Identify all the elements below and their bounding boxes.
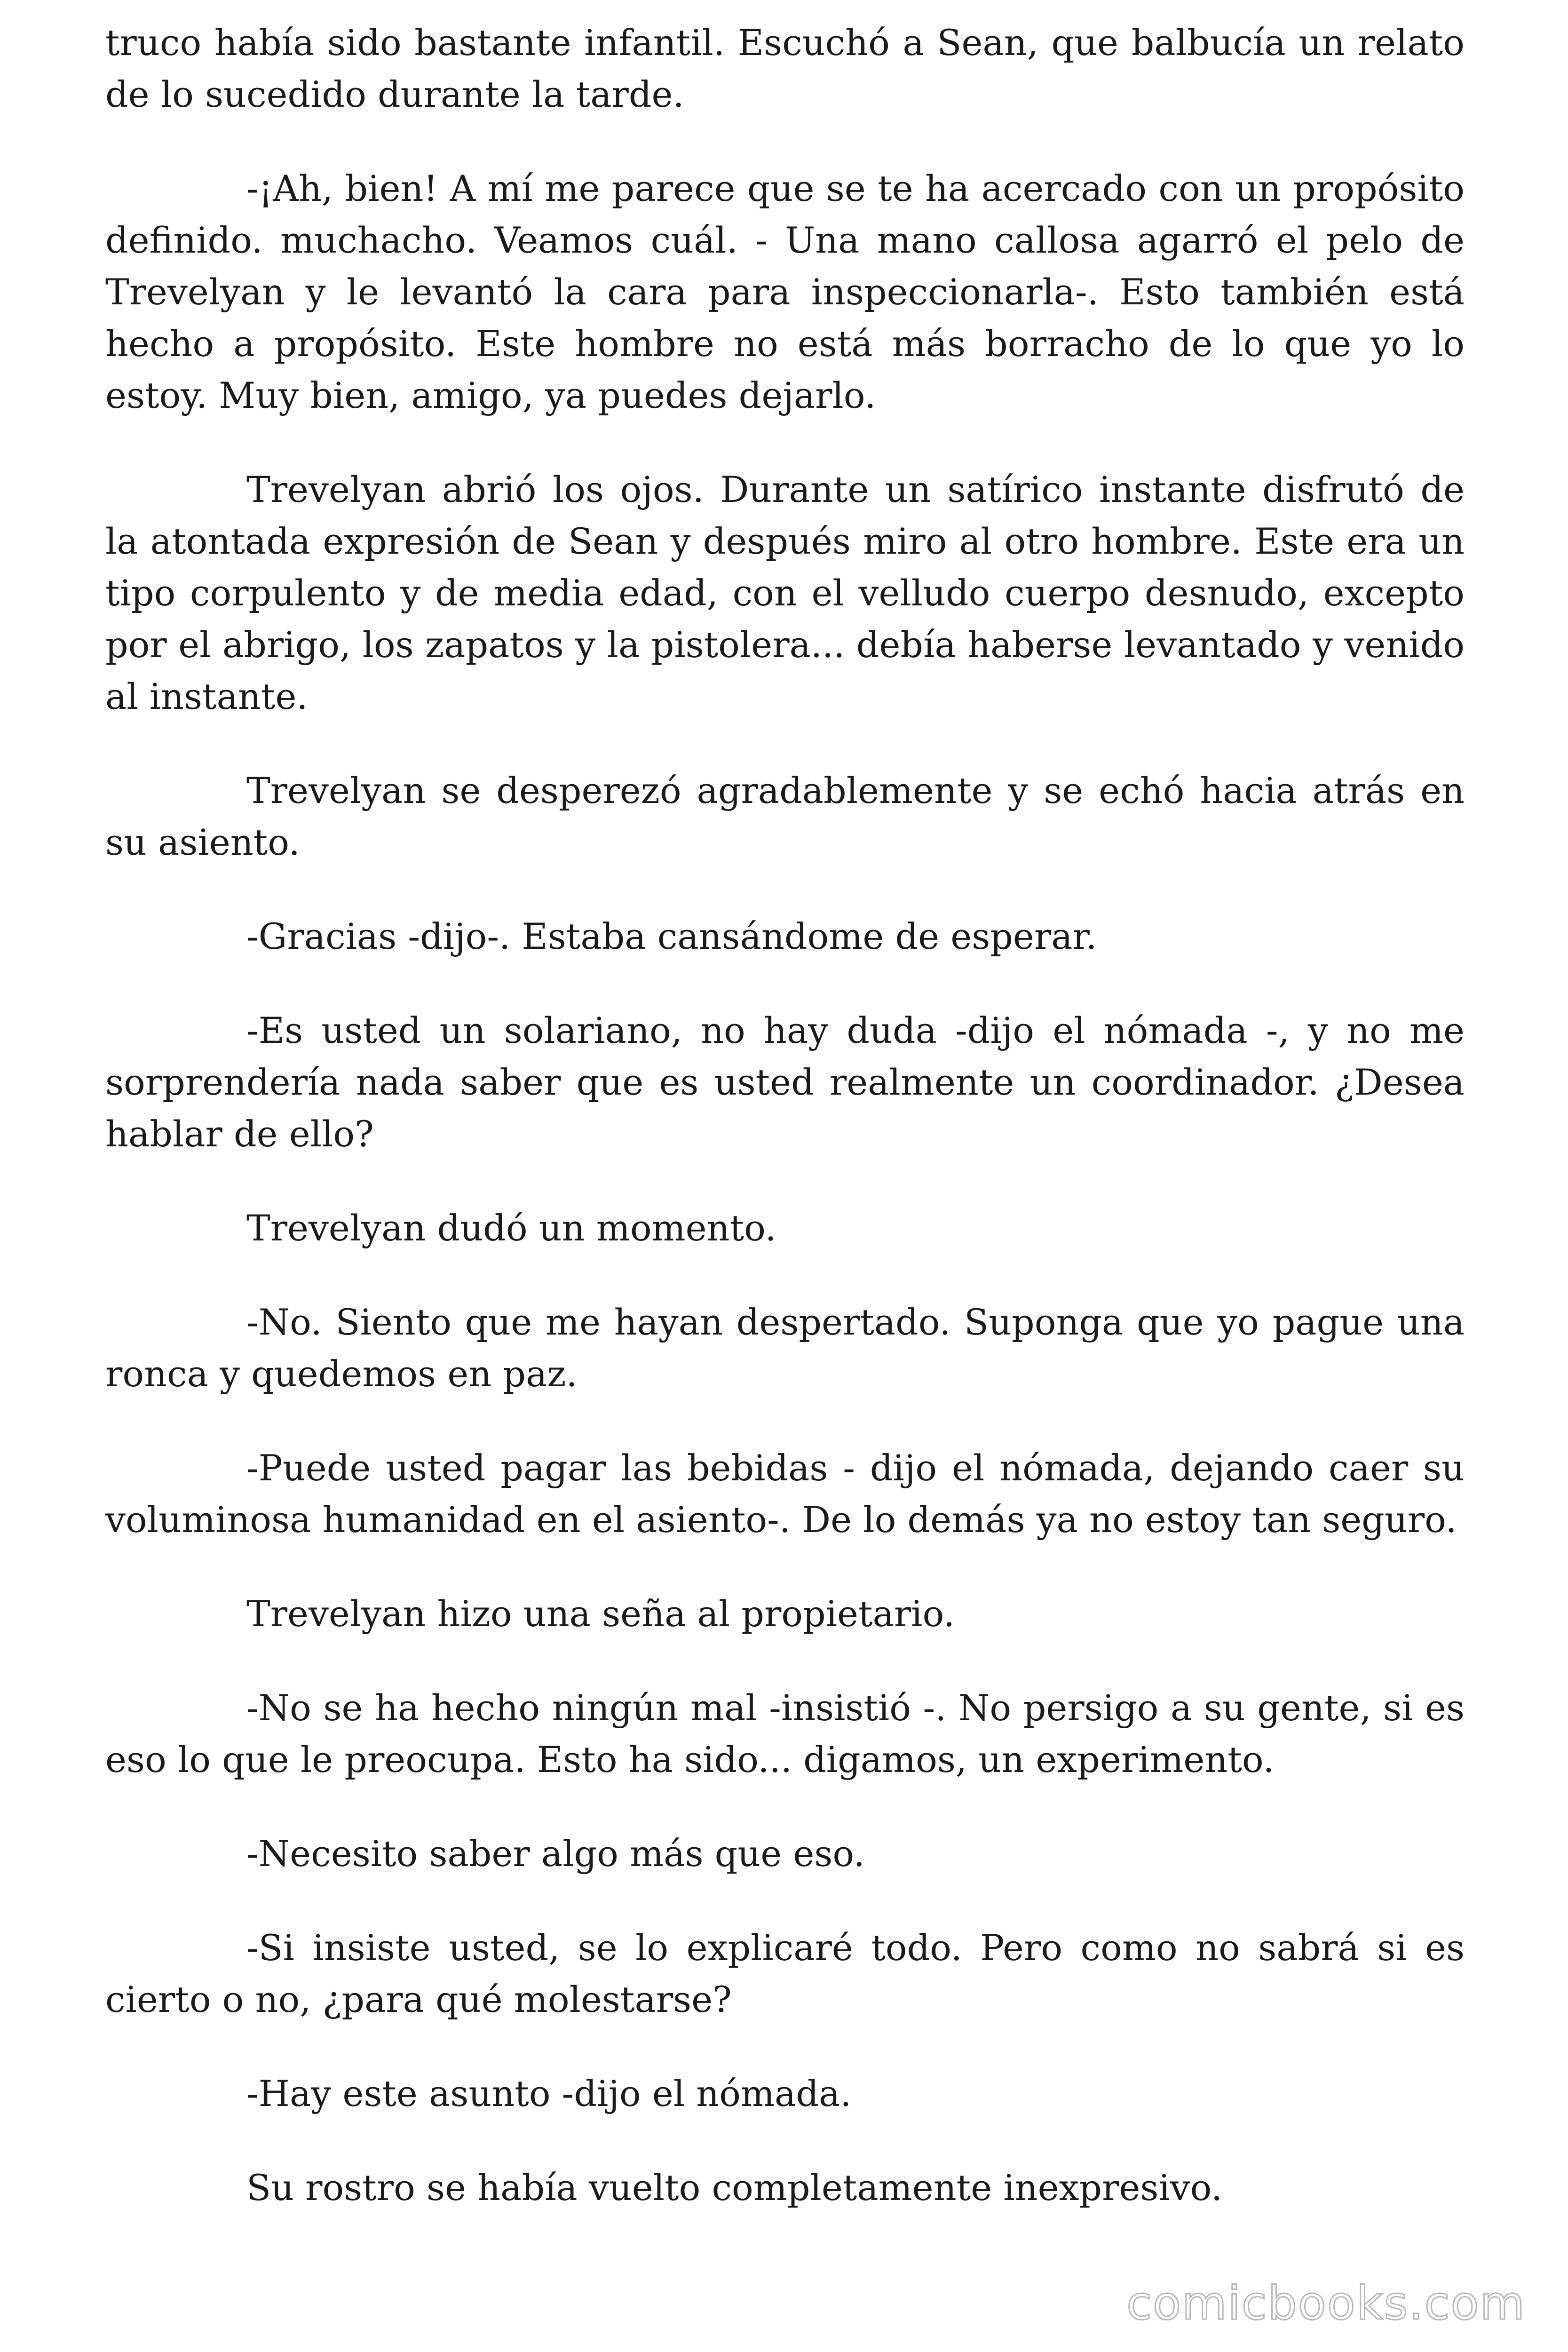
paragraph-3: Trevelyan abrió los ojos. Durante un satírico instante disfrutó de la atontada expresión de Sean y después miro al otro hombre. Este era un tipo corpulento y de media edad, con el velludo cuerpo desnudo, excepto por el abrigo, los zapatos y la pistolera... debía haberse levantado y venido al instante. [105,469,1465,717]
paragraph-12: -Necesito saber algo más que eso. [246,1833,865,1875]
paragraph-2: -¡Ah, bien! A mí me parece que se te ha acercado con un propósito definido. muchacho. Veamos cuál. - Una mano callosa agarró el pelo de Trevelyan y le levantó la cara para inspeccionarla-. Esto también está hecho a propósito. Este hombre no está más borracho de lo que yo lo estoy. Muy bien, amigo, ya puedes dejarlo. [105,167,1465,416]
paragraph-9: -Puede usted pagar las bebidas - dijo el nómada, dejando caer su voluminosa humanidad en el asiento-. De lo demás ya no estoy tan seguro. [105,1447,1465,1541]
paragraph-14: -Hay este asunto -dijo el nómada. [246,2073,852,2114]
watermark-logo: comicbooks.com [1126,2277,1526,2330]
paragraph-13: -Si insiste usted, se lo explicaré todo. Pero como no sabrá si es cierto o no, ¿para qué molestarse? [105,1927,1465,2020]
paragraph-15: Su rostro se había vuelto completamente inexpresivo. [246,2167,1223,2209]
paragraph-10: Trevelyan hizo una seña al propietario. [246,1593,955,1635]
paragraph-5: -Gracias -dijo-. Estaba cansándome de esperar. [246,915,1097,957]
paragraph-1: truco había sido bastante infantil. Escuchó a Sean, que balbucía un relato de lo sucedido durante la tarde. [105,22,1465,115]
paragraph-11: -No se ha hecho ningún mal -insistió -. No persigo a su gente, si es eso lo que le preocupa. Esto ha sido... digamos, un experimento. [105,1687,1465,1780]
paragraph-8: -No. Siento que me hayan despertado. Suponga que yo pague una ronca y quedemos en paz. [105,1301,1465,1395]
paragraph-6: -Es usted un solariano, no hay duda -dijo el nómada -, y no me sorprendería nada saber que es usted realmente un coordinador. ¿Desea hablar de ello? [105,1009,1465,1155]
document-page [105,17,1465,2256]
paragraph-7: Trevelyan dudó un momento. [246,1207,776,1249]
paragraph-4: Trevelyan se desperezó agradablemente y se echó hacia atrás en su asiento. [105,770,1465,863]
